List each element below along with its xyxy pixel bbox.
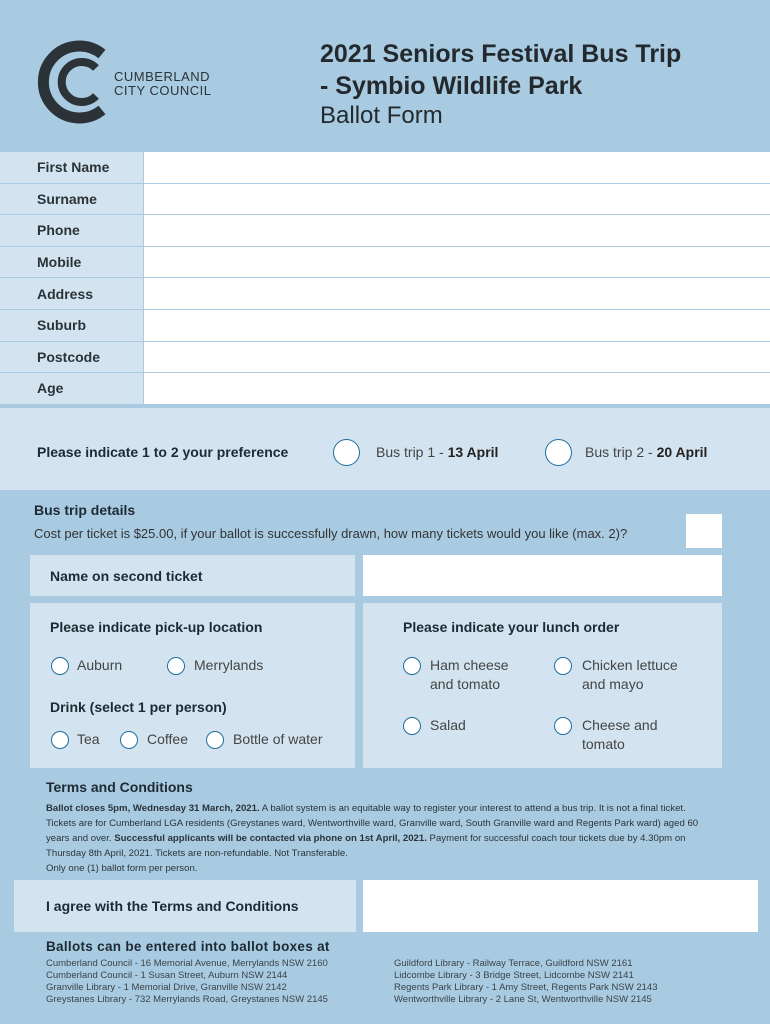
- field-label: First Name: [0, 152, 143, 183]
- field-label: Phone: [0, 215, 143, 246]
- terms-closing-date: Ballot closes 5pm, Wednesday 31 March, 2021.: [46, 803, 260, 814]
- field-row-mobile: [0, 247, 770, 279]
- drink-water-radio[interactable]: [206, 731, 224, 749]
- field-row-age: [0, 373, 770, 405]
- address-input[interactable]: [143, 278, 770, 309]
- pickup-auburn-radio[interactable]: [51, 657, 69, 675]
- terms-contact-date: Successful applicants will be contacted via phone on 1st April, 2021.: [114, 833, 427, 844]
- bus-trip-2-radio[interactable]: [545, 439, 572, 466]
- field-row-first-name: [0, 152, 770, 184]
- ballot-location: Regents Park Library - 1 Amy Street, Regents Park NSW 2143: [394, 982, 658, 993]
- form-title: [320, 38, 681, 102]
- ballot-location: Guildford Library - Railway Terrace, Guildford NSW 2161: [394, 958, 633, 969]
- phone-input[interactable]: [143, 215, 770, 246]
- council-logo: [36, 40, 236, 124]
- bus-trip-1-date: 13 April: [447, 444, 499, 460]
- surname-input[interactable]: [143, 184, 770, 215]
- lunch-cheese-radio[interactable]: [554, 717, 572, 735]
- lunch-title: Please indicate your lunch order: [403, 619, 620, 635]
- lunch-ham-label: [430, 656, 509, 694]
- field-label: Postcode: [0, 342, 143, 373]
- ballot-location: Cumberland Council - 16 Memorial Avenue, Merrylands NSW 2160: [46, 958, 328, 969]
- field-label: Address: [0, 278, 143, 309]
- council-name-line1: CUMBERLAND: [114, 69, 211, 84]
- lunch-ham-line2: and tomato: [430, 676, 501, 692]
- bus-trip-details-title: Bus trip details: [34, 502, 136, 518]
- lunch-chicken-radio[interactable]: [554, 657, 572, 675]
- personal-details-fields: [0, 152, 770, 405]
- ballot-boxes-title: Ballots can be entered into ballot boxes at: [46, 939, 330, 954]
- field-row-address: [0, 278, 770, 310]
- lunch-chicken-line1: Chicken lettuce: [582, 657, 678, 673]
- ballot-location: Lidcombe Library - 3 Bridge Street, Lidcombe NSW 2141: [394, 970, 634, 981]
- terms-text-3: Only one (1) ballot form per person.: [46, 863, 198, 874]
- ballot-location: Wentworthville Library - 2 Lane St, Wentworthville NSW 2145: [394, 994, 652, 1005]
- ballot-location: Greystanes Library - 732 Merrylands Road, Greystanes NSW 2145: [46, 994, 328, 1005]
- field-row-suburb: [0, 310, 770, 342]
- ballot-location: Cumberland Council - 1 Susan Street, Auburn NSW 2144: [46, 970, 288, 981]
- form-title-line2: - Symbio Wildlife Park: [320, 72, 583, 100]
- lunch-cheese-line2: tomato: [582, 736, 625, 752]
- header: [0, 0, 770, 152]
- lunch-cheese-label: [582, 716, 658, 754]
- drink-water-label: Bottle of water: [233, 731, 323, 747]
- terms-text-1: A ballot system is an equitable way to register your interest to attend a bus trip. It is not a final ticket. Tickets are for Cumberland LGA residents (Greystanes ward, Wentworthville ward, Granville ward, South Granville ward and Regents Park ward) aged 60 years and over.: [46, 803, 699, 844]
- second-ticket-label: Name on second ticket: [30, 555, 355, 596]
- agree-terms-signature-input[interactable]: [363, 880, 758, 932]
- lunch-ham-line1: Ham cheese: [430, 657, 509, 673]
- lunch-salad-radio[interactable]: [403, 717, 421, 735]
- field-label: Surname: [0, 184, 143, 215]
- drink-tea-label: Tea: [77, 731, 100, 747]
- field-label: Age: [0, 373, 143, 404]
- field-row-postcode: [0, 342, 770, 374]
- bus-trip-1-label: [376, 444, 498, 460]
- suburb-input[interactable]: [143, 310, 770, 341]
- first-name-input[interactable]: [143, 152, 770, 183]
- second-ticket-name-input[interactable]: [363, 555, 722, 596]
- bus-trip-1-prefix: Bus trip 1 -: [376, 444, 448, 460]
- field-label: Suburb: [0, 310, 143, 341]
- bus-trip-2-date: 20 April: [656, 444, 708, 460]
- ballot-locations-right: [394, 958, 657, 1006]
- bus-trip-2-prefix: Bus trip 2 -: [585, 444, 657, 460]
- pickup-drink-panel: [30, 603, 355, 768]
- lunch-chicken-line2: and mayo: [582, 676, 644, 692]
- lunch-chicken-label: [582, 656, 678, 694]
- terms-body: [46, 801, 716, 876]
- pickup-title: Please indicate pick-up location: [50, 619, 263, 635]
- drink-tea-radio[interactable]: [51, 731, 69, 749]
- council-logo-icon: [36, 40, 116, 124]
- agree-terms-label: I agree with the Terms and Conditions: [14, 880, 356, 932]
- pickup-auburn-label: Auburn: [77, 657, 123, 673]
- drink-coffee-label: Coffee: [147, 731, 188, 747]
- ticket-quantity-input[interactable]: [686, 514, 722, 548]
- pickup-merrylands-label: Merrylands: [194, 657, 264, 673]
- terms-title: Terms and Conditions: [46, 779, 193, 795]
- drink-coffee-radio[interactable]: [120, 731, 138, 749]
- terms-text-2: Payment for successful coach tour tickets due by 4.30pm on Thursday 8th April, 2021. Tickets are non-refundable. Not Transferable.: [46, 833, 686, 859]
- mobile-input[interactable]: [143, 247, 770, 278]
- lunch-panel: [363, 603, 722, 768]
- council-name-line2: CITY COUNCIL: [114, 83, 212, 98]
- age-input[interactable]: [143, 373, 770, 404]
- lunch-salad-label: Salad: [430, 717, 466, 733]
- trip-preference: [0, 408, 770, 490]
- lunch-ham-radio[interactable]: [403, 657, 421, 675]
- field-row-surname: [0, 184, 770, 216]
- bus-trip-2-label: [585, 444, 707, 460]
- pickup-merrylands-radio[interactable]: [167, 657, 185, 675]
- preference-label: Please indicate 1 to 2 your preference: [37, 444, 289, 460]
- postcode-input[interactable]: [143, 342, 770, 373]
- ticket-quantity-question: Cost per ticket is $25.00, if your ballot is successfully drawn, how many tickets would you like (max. 2)?: [34, 526, 628, 541]
- ballot-location: Granville Library - 1 Memorial Drive, Granville NSW 2142: [46, 982, 287, 993]
- field-label: Mobile: [0, 247, 143, 278]
- lunch-cheese-line1: Cheese and: [582, 717, 658, 733]
- field-row-phone: [0, 215, 770, 247]
- bus-trip-1-radio[interactable]: [333, 439, 360, 466]
- form-title-line1: 2021 Seniors Festival Bus Trip: [320, 40, 682, 68]
- drink-title: Drink (select 1 per person): [50, 699, 227, 715]
- form-subtitle: Ballot Form: [320, 102, 443, 129]
- council-name: [114, 70, 212, 98]
- ballot-locations-left: [46, 958, 328, 1006]
